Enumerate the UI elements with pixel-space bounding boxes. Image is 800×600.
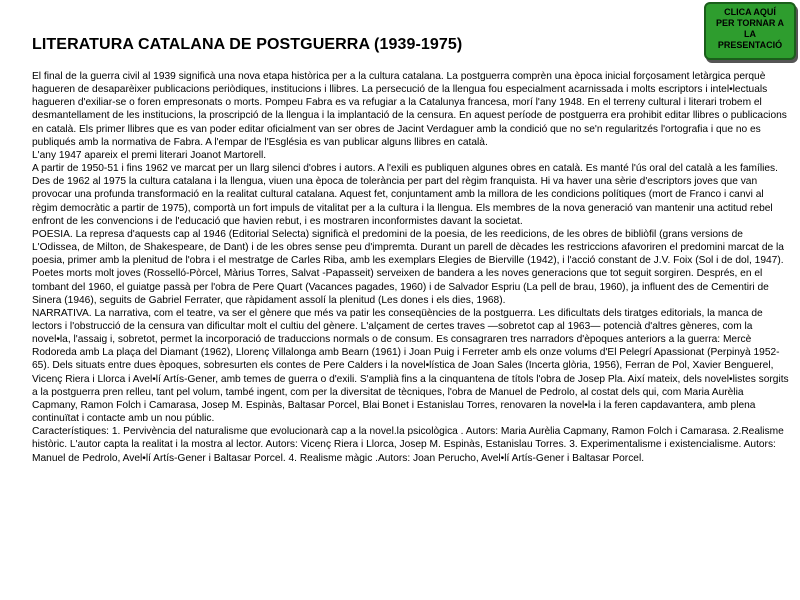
paragraph-1950: A partir de 1950-51 i fins 1962 ve marcat per un llarg silenci d'obres i autors. A l'exili es publiquen algunes obres en català. Es manté l'ús oral del català a les famílies.: [32, 163, 778, 175]
paragraph-narrativa: NARRATIVA. La narrativa, com el teatre, va ser el gènere que més va patir les conseqüències de la postguerra. Les dificultats dels tiratges editorials, la manca de lectors i l'obstrucció de la censura van dificultar molt el cultiu del gènere. L'alçament de certes traves —sobretot cap al 1963— potencià d'altres gèneres, com la novel•la, l'assaig i, sobretot, permet la incorporació de traduccions normals o de consum. Es consagraren tres narradors d'èpoques anteriors a la guerra: Mercè Rodoreda amb La plaça del Diamant (1962), Llorenç Villalonga amb Bearn (1961) i Joan Puig i Ferreter amb els onze volums d'El Pelegrí Apassionat (Perpinyà 1952-65). Dels situats entre dues èpoques, sobresurten els contes de Pere Calders i la novel•lística de Joan Sales (Incerta glòria, 1956), Ferran de Pol, Xavier Benguerel, Vicenç Riera i Llorca i Avel•lí Artís-Gener, amb temes de guerra o d'exili. S'amplià fins a la cinquantena de títols l'obra de Josep Pla. Així mateix, dels novel•listes sorgits a la postguerra pren relleu, tant pel volum, també ingent, com per la diversitat de tècniques, l'obra de Manuel de Pedrolo, al costat dels qui, com Maria Aurèlia Capmany, Ramon Folch i Camarasa, Josep M. Espinàs, Baltasar Porcel, Blai Bonet i Estanislau Torres, renovaren la novel•la i la feren capdavantera, amb plena continuïtat i contacte amb un nou públic.: [32, 307, 789, 425]
body-text: [32, 70, 790, 465]
back-button-label-line: PER TORNAR A: [715, 18, 784, 28]
page-title: LITERATURA CATALANA DE POSTGUERRA (1939-1975): [32, 36, 463, 53]
back-button-label-line: LA: [744, 29, 756, 39]
back-button-label-line: PRESENTACIÓ: [717, 40, 783, 50]
paragraph-poesia: POESIA. La represa d'aquests cap al 1946 (Editorial Selecta) significà el predomini de la poesia, de les reedicions, de les obres de bibliòfil (grans versions de L'Odissea, de Milton, de Shakespeare, de Dant) i de les obres sense peu d'impremta. Durant un parell de dècades les restriccions afavoriren el predomini marcat de la poesia, primer amb la plenitud de l'obra i el mestratge de Carles Riba, amb les exemplars Elegies de Bierville (1942), i l'acció constant de J.V. Foix (Sol i de dol, 1947). Poetes morts molt joves (Rosselló-Pòrcel, Màrius Torres, Salvat -Papasseit) serveixen de bandera a les noves generacions que tot seguit sorgiren. Després, en el tombant del 1960, el guiatge passà per l'obra de Pere Quart (Vacances pagades, 1960) i de Salvador Espriu (La pell de brau, 1960), ja influent des de Cementiri de Sinera (1946), seguits de Gabriel Ferrater, que ràpidament assolí la plenitud (Les dones i els dies, 1968).: [32, 228, 784, 306]
paragraph-1947: L'any 1947 apareix el premi literari Joanot Martorell.: [32, 149, 267, 161]
paragraph-1962: Des de 1962 al 1975 la cultura catalana i la llengua, viuen una època de tolerància per part del règim franquista. Hi va haver una sèrie d'escriptors joves que van provocar una profunda transformació en la realitat cultural catalana. Aquest fet, conjuntament amb la millora de les condicions polítiques (mort de Franco i canvi al règim democràtic a partir de 1975), comportà un fort impuls de vitalitat per a la cultura i la llengua. Els membres de la nova generació van mantenir una actitud rebel enfront de les convencions i de l'educació que havien rebut, i es mostraren inconformistes davant la societat.: [32, 176, 773, 227]
paragraph-caracteristiques: Característiques: 1. Pervivència del naturalisme que evolucionarà cap a la novel.la psicològica . Autors: Maria Aurèlia Capmany, Ramon Folch i Camarasa. 2.Realisme històric. L'autor capta la realitat i la mostra al lector. Autors: Vicenç Riera i Llorca, Josep M. Espinàs, Estanislau Torres. 3. Experimentalisme i existencialisme. Autors: Manuel de Pedrolo, Avel•lí Artís-Gener i Baltasar Porcel. 4. Realisme màgic .Autors: Joan Perucho, Avel•lí Artís-Gener i Baltasar Porcel.: [32, 426, 784, 464]
paragraph-intro: El final de la guerra civil al 1939 significà una nova etapa històrica per a la cultura catalana. La postguerra comprèn una època inicial forçosament letàrgica perquè hagueren de desaparèixer publicacions periòdiques, institucions i llibres. La persecució de la llengua fou especialment acarnissada i molts escriptors i intel•lectuals hagueren d'exiliar-se o foren empresonats o morts. Pompeu Fabra es va refugiar a la Catalunya francesa, morí l'any 1948. En el terreny cultural i literari trobem el desmantellament de les institucions, la proscripció de la llengua i la implantació de la censura. En aquest període de postguerra era prohibit editar llibres o publicacions en català. Els primer llibres que es van poder editar oficialment van ser obres de Jacint Verdaguer amb la condició que no se'n regularitzés l'ortografia i que no es publiqués amb la normativa de Fabra. A l'empar de l'Església es van publicar alguns llibres en català.: [32, 71, 787, 148]
back-to-presentation-button[interactable]: [704, 2, 796, 60]
back-button-label-line: CLICA AQUÍ: [724, 7, 776, 17]
